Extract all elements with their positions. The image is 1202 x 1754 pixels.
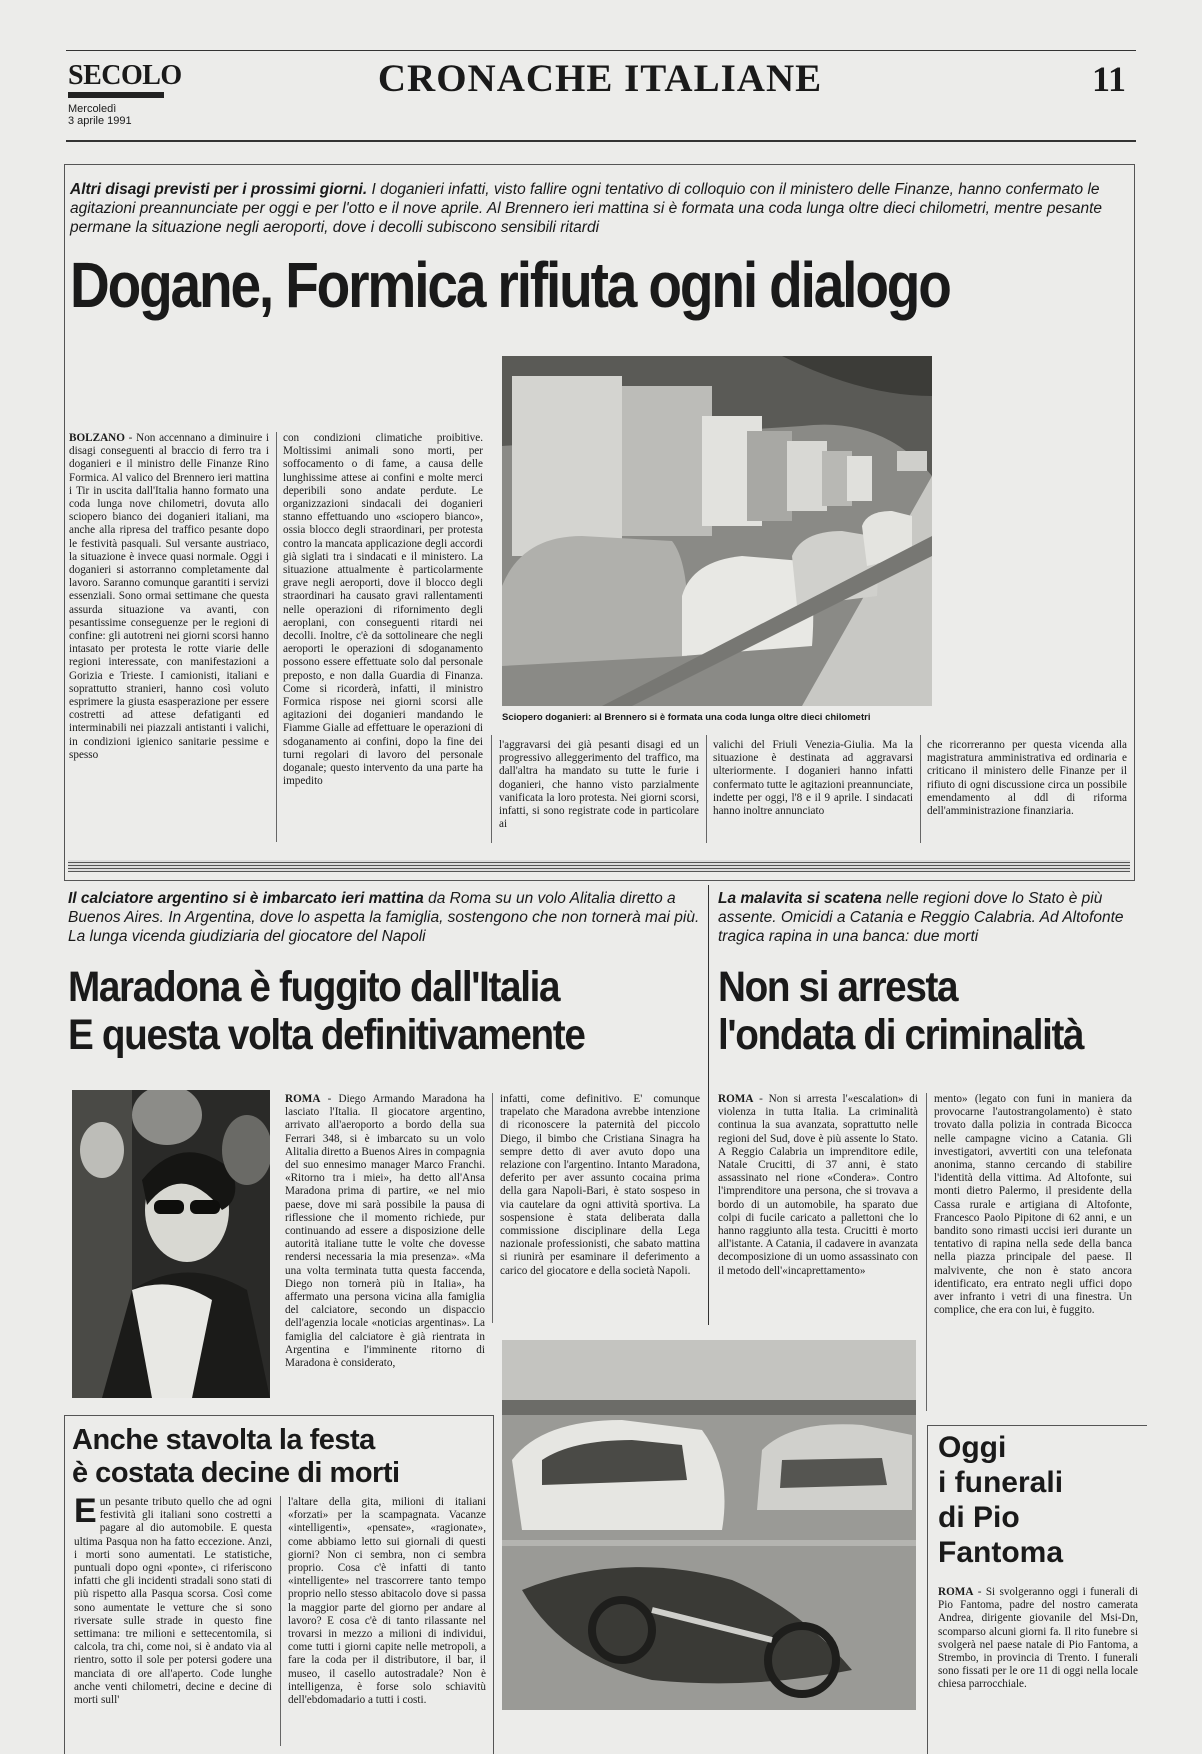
dogane-kicker <box>70 180 1110 237</box>
criminalita-headline-line1: Non si arresta <box>718 963 958 1011</box>
funerali-headline <box>938 1430 1138 1570</box>
dogane-column-1: BOLZANO - Non accennano a diminuire i disagi conseguenti al braccio di ferro tra i doganieri e il ministro delle Finanze Rino Formica. Al valico del Brennero ieri mattina i Tir in uscita dall'Italia hanno formato una coda lunga nove chilometri, dovuta allo sciopero bianco dei doganieri italiani, ma anche alla ripresa del traffico pesante dopo le festività pasquali. Sul versante austriaco, la situazione è invece quasi normale. Oggi i doganieri si astorranno completamente dal lavoro. Saranno comunque garantiti i servizi essenziali. Sono ormai settimane che questa assurda situazione va avanti, con pesantissime conseguenze per le regioni di confine: gli autotreni nei giorni scorsi hanno intasato per protesta le rotte viarie delle regioni interessate, con manifestazioni a Gorizia e Trieste. I camionisti, italiani e soprattutto stranieri, hanno così voluto esprimere la giusta esasperazione per essere costretti ad attese defatiganti ed interminabili nei piazzali antistanti i valichi, in condizioni igienico sanitarie pessime e spesso <box>69 432 269 761</box>
funerali-headline-line1: Oggi <box>938 1431 1007 1464</box>
column-separator <box>276 432 277 842</box>
section-vertical-rule <box>708 885 709 1325</box>
column-separator <box>492 1093 493 1323</box>
funerali-column: ROMA - Si svolgeranno oggi i funerali di Pio Fantoma, padre del nostro camerata Andrea, dirigente giovanile del Msi-Dn, scomparso alcuni giorni fa. Il rito funebre si svolgerà nel paese natale di Pio Fantoma, a Strembo, in provincia di Trento. I funerali sono fissati per le ore 11 di oggi nella locale chiesa parrocchiale. <box>938 1586 1138 1691</box>
criminalita-column-2-text: mento» (legato con funi in maniera da provocarne l'autostrangolamento) è stato trovato dalla polizia in contrada Bicocca nelle campagne vicino a Catania. Gli investigatori, avvertiti con una telefonata anonima, stanno cercando di stabilire l'identità della vittima. Ad Altofonte, sui monti dietro Palermo, il presidente della Cassa rurale e artigiana di Altofonte, Francesco Paolo Pipitone di 62 anni, e un bandito sono rimasti uccisi ieri durante un tentativo di rapina nella sede della banca nella piazza principale del paese. Il malvivente, che non è stato ancora identificato, era entrato negli uffici dopo aver infranto i vetri di una finestra. Un complice, che era con lui, è fuggito. <box>934 1093 1132 1317</box>
maradona-headline-line1: Maradona è fuggito dall'Italia <box>68 963 560 1011</box>
issue-day: Mercoledì <box>68 103 117 115</box>
car-crash-photo <box>502 1340 916 1710</box>
column-separator <box>920 735 921 843</box>
column-separator <box>491 735 492 843</box>
dogane-column-1-text: Non accennano a diminuire i disagi conseguenti al braccio di ferro tra i doganieri e il ministro delle Finanze Rino Formica. Al valico del Brennero ieri mattina i Tir in uscita dall'Italia hanno formato una coda lunga nove chilometri, dovuta allo sciopero bianco dei doganieri italiani, ma anche alla ripresa del traffico pesante dopo le festività pasquali. Sul versante austriaco, la situazione è invece quasi normale. Oggi i doganieri si astorranno completamente dal lavoro. Saranno comunque garantiti i servizi essenziali. Sono ormai settimane che questa assurda situazione va avanti, con pesantissime conseguenze per le regioni di confine: gli autotreni nei giorni scorsi hanno intasato per protesta le rotte viarie delle regioni interessate, con manifestazioni a Gorizia e Trieste. I camionisti, italiani e soprattutto stranieri, hanno così voluto esprimere la giusta esasperazione per essere costretti ad attese defatiganti ed interminabili nei piazzali antistanti i valichi, in condizioni igienico sanitarie pessime e spesso <box>69 432 269 761</box>
maradona-column-2 <box>500 1093 700 1323</box>
maradona-dateline: ROMA <box>285 1093 321 1105</box>
maradona-photo <box>72 1090 270 1398</box>
criminalita-kicker-text: nelle regioni dove lo Stato è più assente. Omicidi a Catania e Reggio Calabria. Ad Altofonte tragica rapina in una banca: due morti <box>718 890 1124 945</box>
car-crash-illustration <box>502 1340 916 1710</box>
brennero-traffic-illustration <box>502 356 932 706</box>
criminalita-column-1-text: Non si arresta l'«escalation» di violenza in tutta Italia. La criminalità continua la sua avanzata, soprattutto nelle regioni del Sud, dove è più assente lo Stato. A Reggio Calabria un imprenditore edile, Natale Crucitti, di 37 anni, è stato assassinato nel rione «Condera». Contro l'imprenditore una persona, che si trovava a bordo di un automobile, ha sparato due colpi di fucile caricato a pallettoni che lo hanno raggiunto alla testa. Crucitti è morto all'istante. A Catania, il cadavere in avanzata decomposizione di un uomo assassinato con il metodo dell'«incaprettamento» <box>718 1093 918 1277</box>
maradona-headline <box>68 963 585 1059</box>
criminalita-kicker-lead: La malavita si scatena <box>718 890 882 907</box>
funerali-headline-line2: i funerali <box>938 1466 1064 1499</box>
dogane-column-2-text: con condizioni climatiche proibitive. Moltissimi animali sono morti, per soffocamento o di fame, a causa delle lunghissime attese ai confini e molte merci deperibili sono andate perdute. Le organizzazioni sindacali dei doganieri stanno effettuando uno «sciopero bianco», ossia blocco degli straordinari, per protesta contro la mancata applicazione degli accordi già siglati tra i sindacati e il ministero. La situazione attualmente è particolarmente grave negli aeroporti, dove il blocco degli straordinari ha causato gravi rallentamenti nelle operazioni di rifornimento degli aeroplani, con conseguenti ritardi nei decolli. Inoltre, c'è da sottolineare che negli aeroporti le operazioni di sdoganamento possono essere effettuate solo dal personale preposto, e non dalla Guardia di Finanza. Come si ricorderà, infatti, il ministro Formica rispose nei giorni scorsi alle agitazioni dei doganieri mandando le Fiamme Gialle ad effettuare le operazioni di sdoganamento ai confini, dopo la fine dei turni regolari di lavoro del personale doganale; questo intervento da una parte ha impedito <box>283 432 483 788</box>
pasqua-dropcap: E <box>74 1496 97 1530</box>
pasqua-column-1 <box>74 1496 272 1746</box>
section-title: CRONACHE ITALIANE <box>377 57 823 100</box>
funerali-headline-line4: Fantoma <box>938 1536 1064 1569</box>
pasqua-column-2-text: l'altare della gita, milioni di italiani «forzati» per la scampagnata. Vacanze «intelligenti», «pensate», «ragionate», come abbiamo letto sui giornali di questi giorni? Non ci sembra, non ci sembra proprio. Cosa c'è infatti di tanto «intelligente» nel trascorrere tanto tempo proprio nello stesso abitacolo dove si passa la maggior parte del giorno per andare al lavoro? E cosa c'è di tanto rilassante nel trovarsi in mezzo a milioni di individui, come tutti i giorni capite nelle metropoli, a fare la coda per il distributore, il bar, il museo, il casello autostradale? Non è intelligenza, è forse solo schiavitù dell'ebdomadario a tutti i costi. <box>288 1496 486 1707</box>
criminalita-kicker <box>718 889 1130 946</box>
criminalita-column-1: ROMA - Non si arresta l'«escalation» di violenza in tutta Italia. La criminalità continua la sua avanzata, soprattutto nelle regioni del Sud, dove è più assente lo Stato. A Reggio Calabria un imprenditore edile, Natale Crucitti, di 37 anni, è stato assassinato nel rione «Condera». Contro l'imprenditore una persona, che si trovava a bordo di un automobile, ha sparato due colpi di fucile caricato a pallettoni che lo hanno raggiunto alla testa. Crucitti è morto all'istante. A Catania, il cadavere in avanzata decomposizione di un uomo assassinato con il metodo dell'«incaprettamento» <box>718 1093 918 1277</box>
page-number: 11 <box>1092 59 1127 99</box>
newspaper-logo: SECOLO <box>68 60 182 91</box>
maradona-column-2-text: infatti, come definitivo. E' comunque trapelato che Maradona avrebbe intenzione di riconoscere la paternità del piccolo Diego, il bimbo che Cristiana Sinagra ha sempre detto di aver avuto dopo una relazione con l'argentino. Intanto Maradona, deferito per aver assunto cocaina prima della gara Napoli-Bari, è stato sospeso in via cautelare da ogni attività sportiva. La sospensione è stata deliberata dalla commissione disciplinare della Lega nazionale professionisti, che sabato mattina si riunirà per esaminare il deferimento a carico del giocatore e della società Napoli. <box>500 1093 700 1277</box>
funerali-column-text: Si svolgeranno oggi i funerali di Pio Fantoma, padre del nostro camerata Andrea, dirigente giovanile del Msi-Dn, scomparso alcuni giorni fa. Il rito funebre si svolgerà nel paese natale di Pio Fantoma, a Strembo, in provincia di Trento. I funerali sono fissati per le ore 11 di oggi nella locale chiesa parrocchiale. <box>938 1586 1138 1691</box>
brennero-photo-caption: Sciopero doganieri: al Brennero si è formata una coda lunga oltre dieci chilometri <box>502 712 871 723</box>
column-separator <box>280 1496 281 1746</box>
maradona-headline-line2: E questa volta definitivamente <box>68 1011 585 1059</box>
dogane-column-2 <box>283 432 483 842</box>
section-divider <box>68 860 1130 872</box>
maradona-kicker-lead: Il calciatore argentino si è imbarcato ieri mattina <box>68 890 424 907</box>
maradona-kicker <box>68 889 708 946</box>
funerali-headline-line3: di Pio <box>938 1501 1020 1534</box>
dogane-kicker-text: I doganieri infatti, visto fallire ogni tentativo di colloquio con il ministero delle Finanze, hanno confermato le agitazioni preannunciate per oggi e per l'otto e il nove aprile. Al Brennero ieri mattina si è formata una coda lunga oltre dieci chilometri, mentre pesante permane la situazione negli aeroporti, dove i decolli subiscono sensibili ritardi <box>70 181 1102 236</box>
dogane-column-3-text: l'aggravarsi dei già pesanti disagi ed un progressivo alleggerimento del traffico, ma dall'altra ha mandato su tutte le furie i doganieri, che hanno visto parzialmente vanificata la loro protesta. Nei giorni scorsi, infatti, si sono registrate code in particolare ai <box>499 739 699 831</box>
column-separator <box>926 1093 927 1411</box>
dogane-column-5-text: che ricorreranno per questa vicenda alla magistratura amministrativa ed ordinaria e criticano il ministero delle Finanze per il rifiuto di ogni discussione circa un possibile emendamento al ddl di riforma dell'amministrazione finanziaria. <box>927 739 1127 818</box>
maradona-kicker-text: da Roma su un volo Alitalia diretto a Buenos Aires. In Argentina, dove lo aspetta la famiglia, sostengono che non tornerà mai più. La lunga vicenda giudiziaria del giocatore del Napoli <box>68 890 700 945</box>
pasqua-headline <box>72 1424 488 1490</box>
issue-date <box>68 103 132 127</box>
criminalita-headline <box>718 963 1083 1059</box>
pasqua-headline-line1: Anche stavolta la festa <box>72 1424 375 1456</box>
logo-bar <box>68 92 164 98</box>
masthead-top-rule <box>66 50 1136 51</box>
pasqua-headline-line2: è costata decine di morti <box>72 1457 400 1489</box>
dogane-column-3 <box>499 739 699 843</box>
maradona-column-1: ROMA - Diego Armando Maradona ha lasciato l'Italia. Il giocatore argentino, arrivato all'aeroporto a bordo della sua Ferrari 348, si è imbarcato su un volo Alitalia diretto a Buenos Aires in compagnia del suo ennesimo manager Marco Franchi. «Ritorno tra i miei», ha detto all'Ansa Maradona prima di partire, «e nel mio paese, dove mi sarà possibile la pausa di riflessione che il momento richiede, pur continuando ad essere a disposizione delle autorità italiane tutte le volte che dovesse rendersi necessaria la mia presenza». «Ma una volta terminata tutta questa faccenda, Diego non tornerà più in Italia», ha affermato una persona vicina alla famiglia del calciatore, secondo un dispaccio dell'agenzia locale «noticias argentinas». La famiglia del calciatore è già rientrata in Argentina e l'imminente ritorno di Maradona è considerato, <box>285 1093 485 1370</box>
column-separator <box>706 735 707 843</box>
criminalita-column-2 <box>934 1093 1132 1411</box>
dogane-headline: Dogane, Formica rifiuta ogni dialogo <box>70 249 950 321</box>
dogane-column-5 <box>927 739 1127 843</box>
masthead-bottom-rule <box>66 140 1136 142</box>
dogane-dateline: BOLZANO <box>69 432 125 444</box>
brennero-traffic-photo <box>502 356 932 706</box>
maradona-column-1-text: Diego Armando Maradona ha lasciato l'Italia. Il giocatore argentino, arrivato all'aeroporto a bordo della sua Ferrari 348, si è imbarcato su un volo Alitalia diretto a Buenos Aires in compagnia del suo ennesimo manager Marco Franchi. «Ritorno tra i miei», ha detto all'Ansa Maradona prima di partire, «e nel mio paese, dove mi sarà possibile la pausa di riflessione che il momento richiede, pur continuando ad essere a disposizione delle autorità italiane tutte le volte che dovesse rendersi necessaria la mia presenza». «Ma una volta terminata tutta questa faccenda, Diego non tornerà più in Italia», ha affermato una persona vicina alla famiglia del calciatore, secondo un dispaccio dell'agenzia locale «noticias argentinas». La famiglia del calciatore è già rientrata in Argentina e l'imminente ritorno di Maradona è considerato, <box>285 1093 485 1370</box>
issue-full-date: 3 aprile 1991 <box>68 115 132 127</box>
dogane-column-4-text: valichi del Friuli Venezia-Giulia. Ma la situazione è destinata ad aggravarsi ulteriormente. I doganieri hanno infatti confermato tutte le agitazioni preannunciate, indette per oggi, l'8 e il 9 aprile. I sindacati hanno inoltre annunciato <box>713 739 913 818</box>
pasqua-column-1-text: un pesante tributo quello che ad ogni festività gli italiani sono costretti a pagare al dio automobile. E questa ultima Pasqua non ha fatto eccezione. Anzi, i morti sono aumentati. Le statistiche, puntuali dopo ogni «ponte», ci riferiscono infatti che gli incidenti stradali sono stati di più rispetto alla Pasqua scorsa. Così come sono aumentate le vetture che si sono riversate sulle strade in questo fine settimana: tre milioni e settecentomila, si calcola, tra chi, come noi, si è andato via al rientro, sotto il sole per potersi godere una manciata di ore all'aperto. Code lunghe anche venti chilometri, decine e decine di morti sull' <box>74 1496 272 1707</box>
maradona-portrait-illustration <box>72 1090 270 1398</box>
criminalita-headline-line2: l'ondata di criminalità <box>718 1011 1084 1059</box>
criminalita-dateline: ROMA <box>718 1093 754 1105</box>
pasqua-column-2 <box>288 1496 486 1746</box>
dogane-column-4 <box>713 739 913 843</box>
dogane-kicker-lead: Altri disagi previsti per i prossimi giorni. <box>70 181 368 198</box>
funerali-dateline: ROMA <box>938 1586 974 1598</box>
